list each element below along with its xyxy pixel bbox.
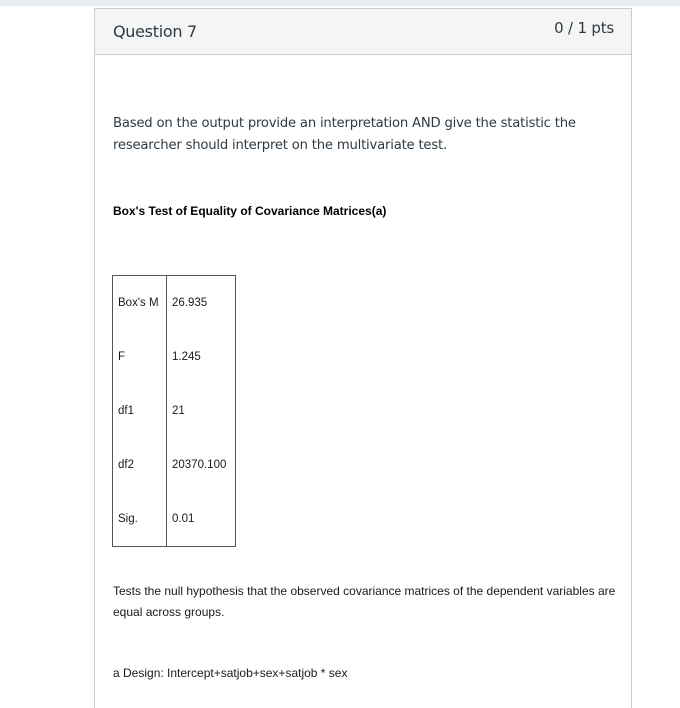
table-row: [113, 492, 236, 547]
question-points: 0 / 1 pts: [554, 19, 614, 37]
box-test-table: [112, 275, 236, 547]
row-label: F: [113, 330, 167, 384]
row-value: 20370.100: [167, 438, 236, 492]
row-value: 26.935: [167, 276, 236, 331]
table-row: [113, 384, 236, 438]
row-label: Box's M: [113, 276, 167, 331]
row-label: df1: [113, 384, 167, 438]
row-label: Sig.: [113, 492, 167, 547]
row-value: 21: [167, 384, 236, 438]
null-hypothesis-note: Tests the null hypothesis that the observed covariance matrices of the dependent variables are equal across groups.: [113, 584, 616, 619]
top-bar: [0, 0, 680, 6]
question-card: [94, 8, 632, 708]
question-title: Question 7: [113, 22, 197, 41]
design-note: a Design: Intercept+satjob+sex+satjob * sex: [113, 666, 348, 680]
question-header: [95, 9, 631, 55]
row-value: 0.01: [167, 492, 236, 547]
table-row: [113, 330, 236, 384]
question-text: Based on the output provide an interpretation AND give the statistic the researcher should interpret on the multivariate test.: [113, 116, 576, 153]
row-value: 1.245: [167, 330, 236, 384]
table-row: [113, 438, 236, 492]
table-heading: Box's Test of Equality of Covariance Matrices(a): [113, 204, 387, 218]
table-row: [113, 276, 236, 331]
row-label: df2: [113, 438, 167, 492]
